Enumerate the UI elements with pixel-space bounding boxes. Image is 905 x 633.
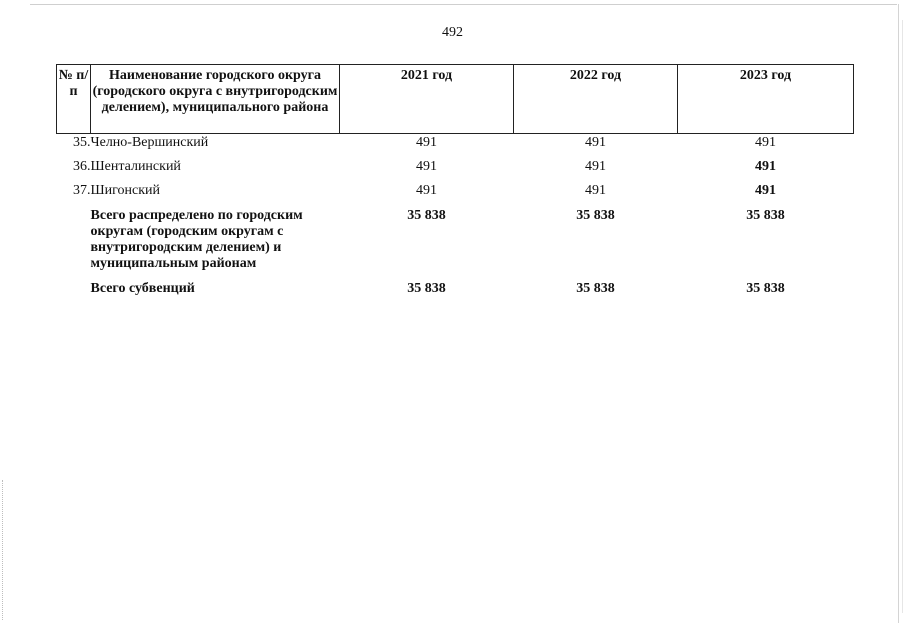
row-value-2023: 491 [755, 135, 776, 150]
total-subventions-2022: 35 838 [576, 281, 615, 296]
total-subventions-label: Всего субвенций [90, 281, 195, 296]
total-distributed-label: Всего распределено по городским округам (городским округам с внутригородским делением) и муниципальным районам [90, 208, 303, 271]
page-number: 492 [442, 25, 463, 40]
total-number-empty [57, 280, 91, 301]
row-value-2021: 491 [416, 135, 437, 150]
row-value-2023: 491 [755, 183, 776, 198]
table-header-row [57, 65, 854, 134]
row-number: 35. [73, 135, 91, 150]
header-year-2021: 2021 год [340, 65, 514, 134]
total-subventions-2023: 35 838 [746, 281, 785, 296]
subsidy-table [56, 64, 854, 301]
total-number-empty [57, 206, 91, 280]
total-subventions-2021: 35 838 [407, 281, 446, 296]
total-distributed-row [57, 206, 854, 280]
table-row [57, 134, 854, 159]
row-value-2022: 491 [585, 183, 606, 198]
scan-edge-right-inner [902, 20, 903, 613]
table-row [57, 182, 854, 206]
table-row [57, 158, 854, 182]
row-value-2022: 491 [585, 159, 606, 174]
row-number: 36. [73, 159, 91, 174]
row-name: Шенталинский [90, 159, 181, 174]
header-number: № п/п [57, 65, 91, 134]
header-name: Наименование городского округа (городского округа с внутригородским делением), муниципального района [91, 65, 340, 134]
scan-edge-left [2, 480, 3, 620]
total-distributed-2023: 35 838 [746, 208, 785, 223]
total-distributed-2022: 35 838 [576, 208, 615, 223]
row-value-2022: 491 [585, 135, 606, 150]
scan-edge-top [30, 4, 897, 5]
row-value-2021: 491 [416, 183, 437, 198]
row-name: Шигонский [90, 183, 161, 198]
total-subventions-row [57, 280, 854, 301]
row-value-2023: 491 [755, 159, 776, 174]
header-year-2022: 2022 год [514, 65, 678, 134]
row-name: Челно-Вершинский [90, 135, 209, 150]
row-number: 37. [73, 183, 91, 198]
scan-edge-right [898, 4, 899, 623]
row-value-2021: 491 [416, 159, 437, 174]
total-distributed-2021: 35 838 [407, 208, 446, 223]
header-year-2023: 2023 год [678, 65, 854, 134]
